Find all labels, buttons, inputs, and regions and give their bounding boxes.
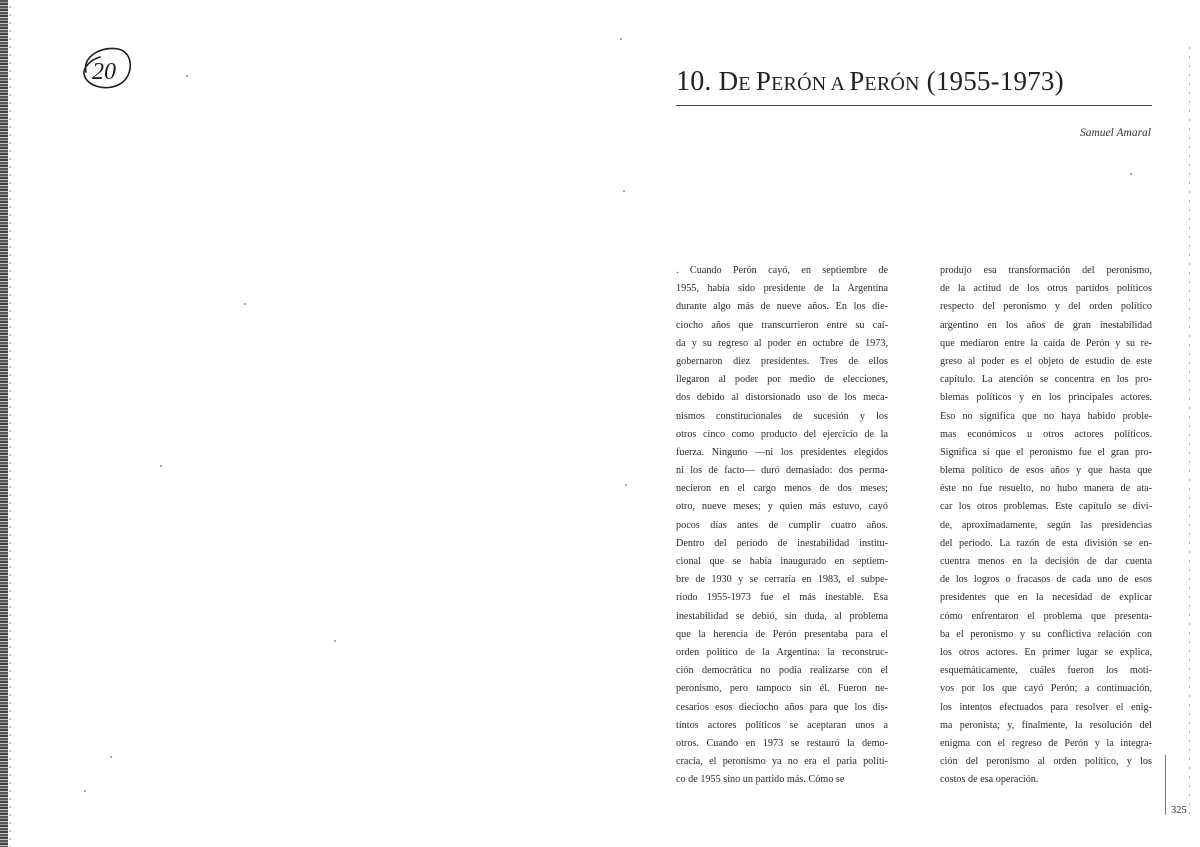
- text-line: cesarios esos dieciocho años para que los dis-: [676, 701, 888, 713]
- chapter-title-part: ERÓN: [864, 73, 920, 95]
- text-line: inestabilidad se debió, sin duda, al problema: [676, 610, 888, 622]
- text-line: presidentes que en la necesidad de explicar: [940, 592, 1152, 604]
- scan-speck: [110, 756, 112, 758]
- text-line: nismos constitucionales de sucesión y los: [676, 410, 888, 422]
- text-line: orden político de la Argentina: la reconstruc-: [676, 646, 888, 658]
- chapter-years: (1955-1973): [926, 66, 1064, 96]
- text-line: . Cuando Perón cayó, en septiembre de: [676, 265, 888, 276]
- text-line: llegaron al poder por medio de elecciones,: [676, 374, 888, 386]
- text-column-left: [676, 262, 888, 789]
- text-line: peronismo, pero tampoco sin él. Fueron ne-: [676, 683, 888, 695]
- scan-speck: [334, 640, 336, 642]
- chapter-title-part: D: [718, 66, 739, 96]
- handwritten-page-mark: [78, 42, 136, 94]
- text-line: blemas políticos y en los principales actores.: [940, 392, 1152, 404]
- text-line: otro, nueve meses; y quien más estuvo, cayó: [676, 501, 888, 513]
- text-line: que la herencia de Perón presentaba para el: [676, 628, 888, 640]
- text-line: éste no fue resuelto, no hubo manera de ata-: [940, 483, 1152, 495]
- text-line: tintos actores políticos se aceptaran unos a: [676, 719, 888, 731]
- text-line: cómo enfrentaron el problema que presenta-: [940, 610, 1152, 622]
- chapter-title-part: E: [738, 73, 756, 95]
- text-line: ción del peronismo al orden político, y los: [940, 756, 1152, 768]
- chapter-title-text: [719, 66, 920, 96]
- text-line: Significa sí que el peronismo fue el gran pro-: [940, 446, 1152, 458]
- text-line: greso al poder es el objeto de estudio de este: [940, 355, 1152, 367]
- text-line: costos de esa operación.: [940, 774, 1039, 786]
- text-line: dos debido al distorsionado uso de los meca-: [676, 392, 888, 404]
- chapter-author: Samuel Amaral: [1079, 127, 1151, 139]
- title-rule: [676, 105, 1152, 106]
- scan-speck: [625, 484, 627, 486]
- chapter-title-part: ERÓN A: [771, 73, 850, 95]
- circle-mark-icon: [78, 42, 136, 94]
- text-line: ba el peronismo y su conflictiva relación con: [940, 628, 1152, 640]
- scan-binding-shadow: [9, 0, 11, 847]
- scan-speck: [623, 190, 625, 192]
- text-line: 1955, había sido presidente de la Argentina: [676, 283, 888, 295]
- text-column-right: [940, 262, 1152, 789]
- scan-binding-edge: [0, 0, 8, 847]
- text-line: otros cinco como producto del ejercicio de la: [676, 428, 888, 440]
- page-number: 325: [1171, 805, 1187, 816]
- handwritten-number: 20: [92, 59, 116, 85]
- page-number-rule: [1165, 755, 1166, 815]
- scan-speck: [160, 465, 162, 467]
- text-line: Dentro del período de inestabilidad institu-: [676, 537, 888, 549]
- text-line: respecto del peronismo y del orden político: [940, 301, 1152, 313]
- chapter-number: 10.: [676, 66, 712, 97]
- scan-speck: [84, 790, 86, 792]
- text-line: argentino en los años de gran inestabilidad: [940, 319, 1152, 331]
- chapter-title-part: P: [849, 66, 865, 96]
- chapter-title: [676, 66, 1146, 98]
- text-line: ción democrática no podía realizarse con el: [676, 665, 888, 677]
- text-line: capítulo. La atención se concentra en los pro-: [940, 374, 1152, 386]
- text-line: pocos días antes de cumplir cuatro años.: [676, 519, 888, 531]
- text-line: bre de 1930 y se cerraría en 1983, el subpe-: [676, 574, 888, 586]
- text-line: fuerza. Ninguno —ni los presidentes elegidos: [676, 446, 888, 458]
- text-line: ma peronista; y, finalmente, la resolución del: [940, 719, 1152, 731]
- text-line: esquemáticamente, cuáles fueron los moti-: [940, 665, 1152, 677]
- text-line: da y su regreso al poder en octubre de 1973,: [676, 337, 888, 349]
- text-line: vos por los que cayó Perón; a continuación,: [940, 683, 1152, 695]
- text-line: que mediaron entre la caída de Perón y su re-: [940, 337, 1152, 349]
- text-line: cional que se había inaugurado en septiem-: [676, 556, 888, 567]
- text-line: de, aproximadamente, según las presidencias: [940, 519, 1152, 531]
- text-line: car los otros problemas. Este capítulo se divi-: [940, 501, 1152, 513]
- text-line: cracia, el peronismo ya no era el paria políti-: [676, 756, 888, 768]
- text-line: cuentra menos en la decisión de dar cuenta: [940, 556, 1152, 567]
- text-line: de los logros o fracasos de cada uno de esos: [940, 574, 1152, 586]
- text-line: ciocho años que transcurrieron entre su caí-: [676, 319, 888, 331]
- text-line: mas económicos u otros actores políticos.: [940, 428, 1152, 440]
- text-line: ríodo 1955-1973 fue el más inestable. Esa: [676, 592, 888, 604]
- scan-speck: [1130, 173, 1132, 175]
- text-line: ni los de facto— duró demasiado: dos perma-: [676, 465, 888, 477]
- text-line: otros. Cuando en 1973 se restauró la demo-: [676, 737, 888, 749]
- text-line: enigma con el regreso de Perón y la integra-: [940, 737, 1152, 749]
- text-line: los intentos efectuados para resolver el enig-: [940, 701, 1152, 713]
- text-line: gobernaron diez presidentes. Tres de ellos: [676, 355, 888, 367]
- scan-speck: [186, 75, 188, 77]
- text-line: los otros actores. En primer lugar se explica,: [940, 646, 1152, 658]
- chapter-title-part: P: [755, 66, 772, 96]
- text-line: del período. La razón de esta división se en-: [940, 537, 1152, 549]
- scan-speck: [620, 38, 622, 40]
- text-line: co de 1955 sino un partido más. Cómo se: [676, 774, 845, 786]
- text-line: blema político de esos años y que hasta que: [940, 465, 1152, 477]
- scan-speck: [244, 303, 246, 305]
- scan-right-edge: [1189, 40, 1190, 820]
- text-line: de la actitud de los otros partidos políticos: [940, 283, 1152, 295]
- text-line: produjo esa transformación del peronismo,: [940, 265, 1152, 276]
- text-line: Eso no significa que no haya habido proble-: [940, 410, 1152, 422]
- text-line: durante algo más de nueve años. En los die-: [676, 301, 888, 313]
- text-line: necieron en el cargo menos de dos meses;: [676, 483, 888, 495]
